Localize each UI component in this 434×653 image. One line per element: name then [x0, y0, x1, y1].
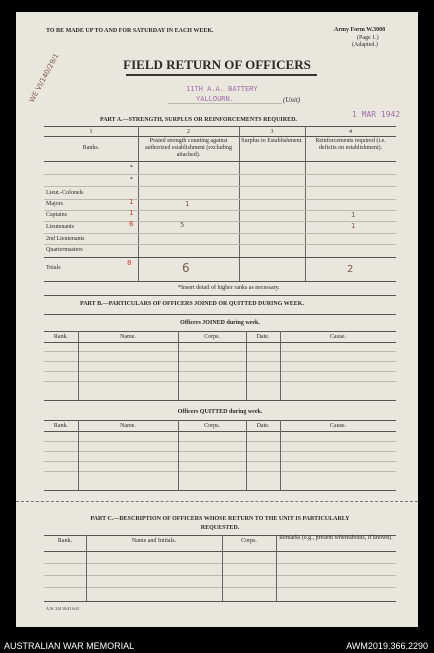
footer-accession-number: AWM2019.366.2290	[346, 641, 428, 651]
row-rule	[44, 441, 396, 442]
col-header-ranks: Ranks.	[82, 145, 100, 151]
part-b-heading: PART B.—PARTICULARS OF OFFICERS JOINED OR QUITTED DURING WEEK.	[80, 301, 304, 307]
page-number: (Page 1.)	[357, 35, 379, 41]
footer-credit: AUSTRALIAN WAR MEMORIAL	[4, 641, 135, 651]
part-c-divider	[276, 535, 277, 601]
quitted-divider	[78, 420, 79, 490]
row-rule	[44, 587, 396, 588]
col-number-3: 3	[270, 129, 274, 135]
instruction-text: TO BE MADE UP TO AND FOR SATURDAY IN EACH WEEK.	[46, 28, 214, 34]
joined-header-rule	[44, 342, 396, 343]
part-c-col-name: Name and Initials.	[131, 538, 177, 544]
joined-divider	[280, 331, 281, 400]
joined-heading: Officers JOINED during week.	[180, 320, 260, 326]
quitted-header-rule	[44, 431, 396, 432]
row-rule	[44, 563, 396, 564]
part-c-heading-line2: REQUESTED.	[200, 525, 240, 531]
joined-col-corps: Corps.	[204, 334, 220, 340]
row-lieutenants-reinf: 1	[351, 222, 356, 230]
part-a-footnote: *Insert detail of higher ranks as necessary.	[178, 285, 280, 291]
part-b-top-rule	[44, 314, 396, 315]
row-rule	[44, 186, 396, 187]
row-rule	[44, 461, 396, 462]
row-rule	[44, 221, 396, 222]
quitted-divider	[178, 420, 179, 490]
row-lieutenants-rank: Lieutenants	[46, 224, 74, 230]
unit-stamp-line1: 11TH A.A. BATTERY	[186, 85, 258, 93]
col-number-4: 4	[349, 129, 352, 135]
joined-col-rank: Rank.	[53, 334, 69, 340]
quitted-divider	[280, 420, 281, 490]
row-lieutenants-est: 6	[129, 220, 134, 228]
row-captains-rank: Captains	[46, 212, 67, 218]
row-captains-reinf: 1	[351, 211, 356, 219]
adapted-note: (Adapted.)	[352, 42, 378, 48]
row-rule	[44, 361, 396, 362]
joined-divider	[246, 331, 247, 400]
row-rule	[44, 174, 396, 175]
unit-stamp-line2: YALLOURN.	[196, 95, 234, 103]
quitted-col-date: Date.	[256, 423, 270, 429]
row-rule	[44, 233, 396, 234]
row-rule	[44, 575, 396, 576]
part-a-top-rule	[44, 126, 396, 127]
row-lt-colonels-rank: Lieut.-Colonels	[46, 190, 84, 196]
part-c-table-bottom	[44, 601, 396, 602]
totals-est: 8	[127, 259, 132, 267]
row-rule	[44, 199, 396, 200]
col-number-1: 1	[89, 129, 93, 135]
joined-table-bottom	[44, 400, 396, 401]
part-c-divider	[222, 535, 223, 601]
quitted-col-cause: Cause.	[329, 423, 347, 429]
joined-col-name: Name.	[120, 334, 136, 340]
joined-divider	[178, 331, 179, 400]
perforation-line	[16, 501, 418, 502]
col-number-2: 2	[187, 129, 190, 135]
row-rule	[44, 371, 396, 372]
row-captains-est: 1	[129, 209, 134, 217]
quitted-table-top	[44, 420, 396, 421]
row-rule	[44, 210, 396, 211]
quitted-heading: Officers QUITTED during week.	[177, 409, 263, 415]
row-rule	[44, 244, 396, 245]
totals-label: Totals	[46, 265, 61, 271]
row-majors-rank: Majors	[46, 201, 63, 207]
unit-line	[168, 103, 282, 104]
header-bottom-rule	[44, 161, 396, 162]
joined-col-date: Date.	[256, 334, 270, 340]
row-1-rank: *	[130, 165, 133, 171]
part-a-bottom-rule	[44, 281, 396, 282]
unit-label: (Unit)	[283, 96, 301, 104]
handwritten-margin-note: WE VI/140/29/1	[28, 52, 61, 104]
col-header-surplus: Surplus to Establishment.	[241, 138, 303, 144]
form-title: FIELD RETURN OF OFFICERS	[123, 57, 311, 72]
row-rule	[44, 451, 396, 452]
joined-divider	[78, 331, 79, 400]
row-rule	[44, 381, 396, 382]
joined-table-top	[44, 331, 396, 332]
row-rule	[44, 471, 396, 472]
title-underline	[126, 74, 317, 76]
part-c-divider	[86, 535, 87, 601]
part-c-col-remarks: Remarks (e.g., present whereabouts, if known).	[279, 535, 393, 541]
row-majors-est: 1	[129, 198, 134, 206]
col-number-rule	[44, 136, 396, 137]
row-rule	[44, 351, 396, 352]
row-quartermasters-rank: Quartermasters	[46, 247, 83, 253]
part-c-col-rank: Rank.	[57, 538, 73, 544]
quitted-col-rank: Rank.	[53, 423, 69, 429]
part-c-header-rule	[44, 551, 396, 552]
row-2nd-lieutenants-rank: 2nd Lieutenants	[46, 236, 85, 242]
print-code: A.W. 324 10/41 6/41	[46, 606, 80, 611]
row-2-rank: *	[130, 177, 133, 183]
totals-posted: 6	[182, 261, 190, 275]
totals-reinf: 2	[347, 264, 354, 275]
part-c-heading-line1: PART C.—DESCRIPTION OF OFFICERS WHOSE RETURN TO THE UNIT IS PARTICULARLY	[90, 516, 350, 522]
quitted-col-corps: Corps.	[204, 423, 220, 429]
joined-col-cause: Cause.	[329, 334, 347, 340]
army-form-number: Army Form W.3008	[334, 27, 386, 33]
col-header-posted: Posted strength counting against authorized establishment (excluding attached).	[145, 138, 232, 158]
quitted-col-name: Name.	[120, 423, 136, 429]
col-header-reinforcements: Reinforcements required (i.e. deficits on establishment).	[315, 138, 386, 151]
part-c-col-corps: Corps.	[241, 538, 257, 544]
part-a-end-rule	[44, 295, 396, 296]
part-c-heading	[44, 515, 396, 533]
date-stamp: 1 MAR 1942	[352, 110, 401, 119]
totals-top-rule	[44, 257, 396, 258]
row-majors-posted: 1	[185, 200, 190, 208]
quitted-divider	[246, 420, 247, 490]
quitted-table-bottom	[44, 490, 396, 491]
part-a-heading: PART A.—STRENGTH, SURPLUS OR REINFORCEMENTS REQUIRED.	[100, 117, 297, 123]
row-lieutenants-posted: 5	[180, 221, 185, 229]
